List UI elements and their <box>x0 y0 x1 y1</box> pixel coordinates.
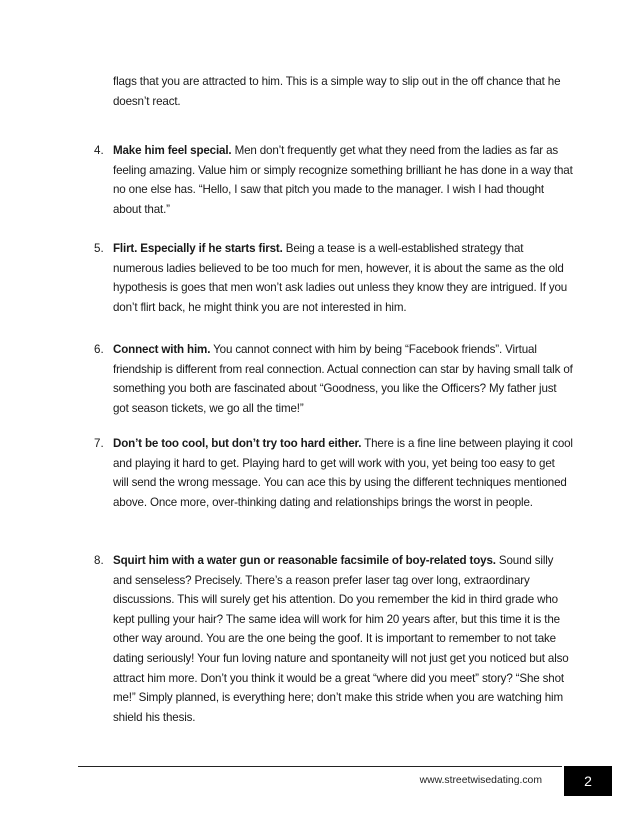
list-item-number: 6. <box>94 343 104 356</box>
list-item <box>113 340 573 418</box>
footer-divider <box>78 766 562 767</box>
list-item-heading: Connect with him. <box>113 343 211 356</box>
list-item-heading: Squirt him with a water gun or reasonable facsimile of boy-related toys. <box>113 554 496 567</box>
page-number: 2 <box>564 766 612 796</box>
list-item <box>113 434 573 512</box>
list-item-number: 5. <box>94 242 104 255</box>
list-item-body: There is a fine line between playing it cool and playing it hard to get. Playing hard to get will work with you, yet being too easy to get will send the wrong message. You can ace this by using the different techniques mentioned above. Once more, over-thinking dating and relationships brings the worst in people. <box>113 437 573 509</box>
list-item-number: 8. <box>94 554 104 567</box>
list-item-body: Sound silly and senseless? Precisely. There’s a reason prefer laser tag over long, extraordinary discussions. This will surely get his attention. Do you remember the kid in third grade who kept pulling your hair? The same idea will work for him 20 years after, but this time it is the other way around. You are the one being the goof. It is important to remember to not take dating seriously! Your fun loving nature and spontaneity will not just get you noticed but also attract him more. Don’t you think it would be a great “where did you meet” story? “She shot me!” Simply planned, is everything here; don’t make this stride when you are watching him shield his thesis. <box>113 554 569 724</box>
list-item-body: Men don’t frequently get what they need from the ladies as far as feeling amazing. Value him or simply recognize something brilliant he has done in a way that no one else has. “Hello, I saw that pitch you made to the manager. I wish I had thought about that.” <box>113 144 573 216</box>
list-item <box>113 141 573 219</box>
list-item <box>113 239 573 317</box>
list-item-body: Being a tease is a well-established strategy that numerous ladies believed to be too much for men, however, it is about the same as the old hypothesis is goes that men won’t ask ladies out unless they know they are intrigued. If you don’t flirt back, he might think you are not interested in him. <box>113 242 568 314</box>
list-item-heading: Flirt. Especially if he starts first. <box>113 242 283 255</box>
list-item-heading: Don’t be too cool, but don’t try too hard either. <box>113 437 362 450</box>
list-item-heading: Make him feel special. <box>113 144 232 157</box>
list-item-number: 4. <box>94 144 104 157</box>
list-item-body: You cannot connect with him by being “Facebook friends”. Virtual friendship is different from real connection. Actual connection can star by having small talk of something you both are fascinated about “Goodness, you like the Officers? My father just got season tickets, we go all the time!” <box>113 343 573 415</box>
list-item <box>113 551 573 727</box>
footer-website: www.streetwisedating.com <box>419 775 542 786</box>
list-item-number: 7. <box>94 437 104 450</box>
continued-paragraph: flags that you are attracted to him. This is a simple way to slip out in the off chance that he doesn’t react. <box>113 75 561 108</box>
